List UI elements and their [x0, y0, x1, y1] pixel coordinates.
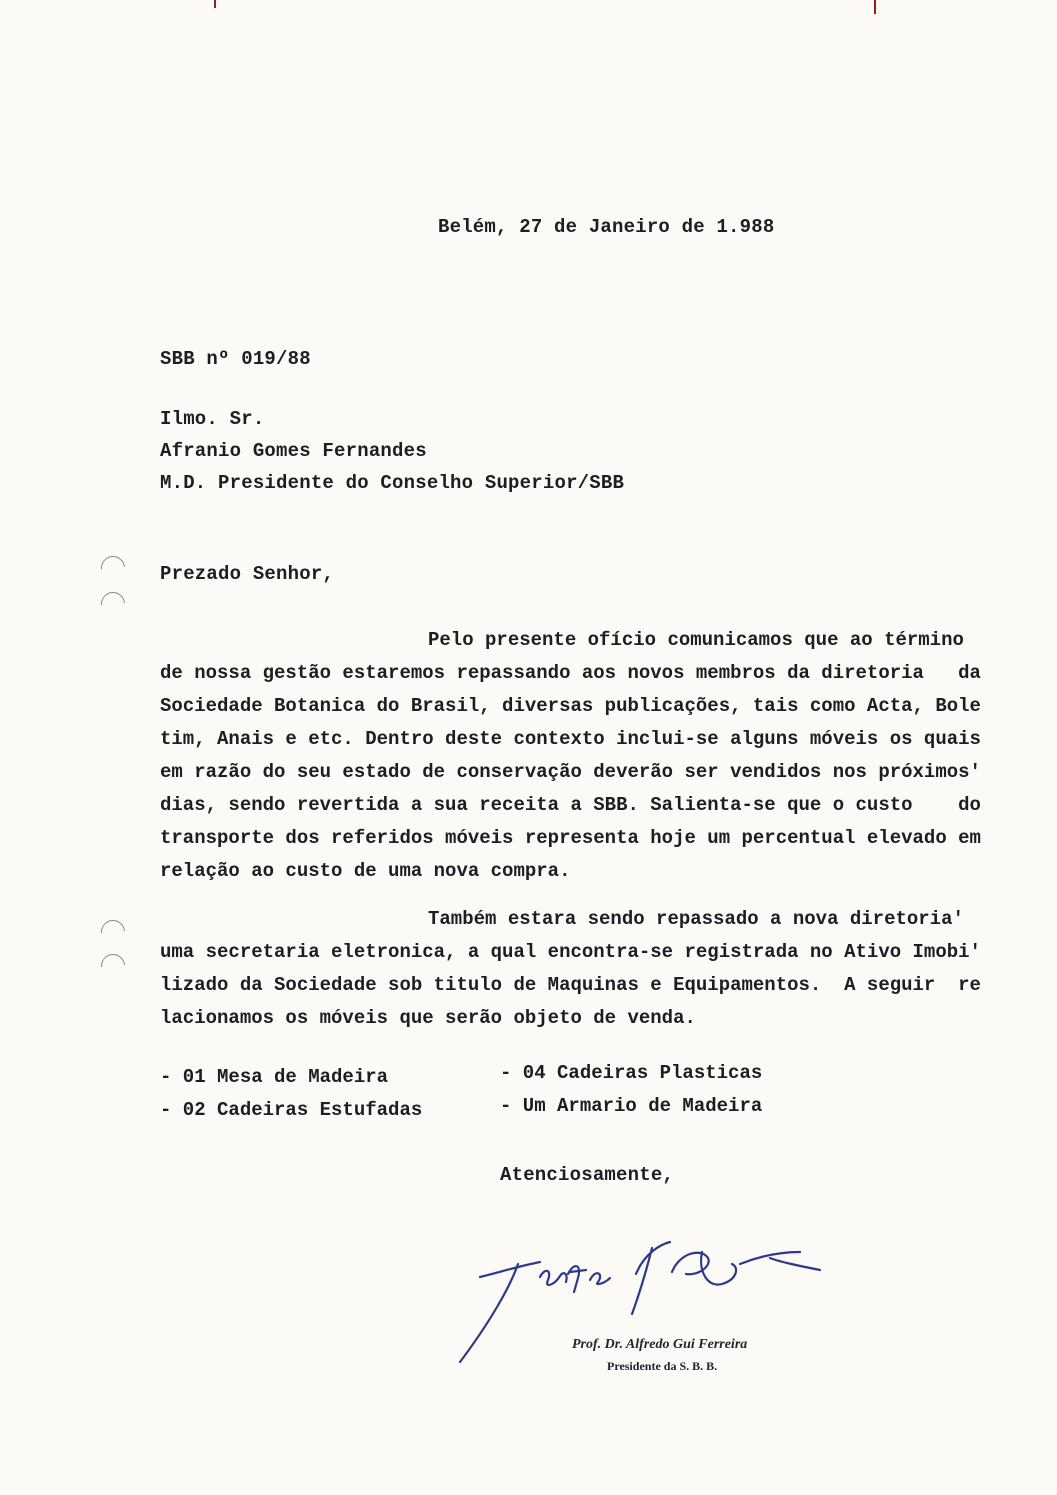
paragraph-line: dias, sendo revertida a sua receita a SBB. Salienta-se que o custo do: [160, 794, 981, 816]
top-edge-mark-left: [214, 0, 216, 8]
paragraph-line: Também estara sendo repassado a nova diretoria': [428, 908, 964, 930]
furniture-item: - 02 Cadeiras Estufadas: [160, 1099, 423, 1121]
punch-hole: [96, 949, 130, 983]
date-line: Belém, 27 de Janeiro de 1.988: [438, 216, 775, 238]
furniture-item: - Um Armario de Madeira: [500, 1095, 763, 1117]
paragraph-line: transporte dos referidos móveis representa hoje um percentual elevado em: [160, 827, 981, 849]
greeting: Prezado Senhor,: [160, 563, 335, 585]
paragraph-line: em razão do seu estado de conservação deverão ser vendidos nos próximos': [160, 761, 981, 783]
punch-hole: [96, 587, 130, 621]
paragraph-line: lizado da Sociedade sob titulo de Maquinas e Equipamentos. A seguir re: [160, 974, 981, 996]
paragraph-line: Sociedade Botanica do Brasil, diversas publicações, tais como Acta, Bole: [160, 695, 981, 717]
signer-role: Presidente da S. B. B.: [607, 1359, 718, 1373]
recipient-title: Ilmo. Sr.: [160, 408, 265, 430]
reference-number: SBB nº 019/88: [160, 348, 311, 370]
paragraph-line: uma secretaria eletronica, a qual encontra-se registrada no Ativo Imobi': [160, 941, 981, 963]
recipient-name: Afranio Gomes Fernandes: [160, 440, 427, 462]
punch-hole: [96, 915, 130, 949]
furniture-item: - 01 Mesa de Madeira: [160, 1066, 389, 1088]
paragraph-line: de nossa gestão estaremos repassando aos novos membros da diretoria da: [160, 662, 981, 684]
paragraph-line: lacionamos os móveis que serão objeto de venda.: [160, 1007, 696, 1029]
paragraph-line: tim, Anais e etc. Dentro deste contexto inclui-se alguns móveis os quais: [160, 728, 981, 750]
furniture-item: - 04 Cadeiras Plasticas: [500, 1062, 763, 1084]
recipient-position: M.D. Presidente do Conselho Superior/SBB: [160, 472, 625, 494]
closing: Atenciosamente,: [500, 1164, 675, 1186]
paragraph-2: [160, 903, 981, 1035]
top-edge-mark-right: [874, 0, 876, 14]
paragraph-1: [160, 624, 981, 888]
punch-hole: [96, 551, 130, 585]
signer-name: Prof. Dr. Alfredo Gui Ferreira: [572, 1337, 748, 1352]
paragraph-line: Pelo presente ofício comunicamos que ao término: [428, 629, 964, 651]
paragraph-line: relação ao custo de uma nova compra.: [160, 860, 571, 882]
